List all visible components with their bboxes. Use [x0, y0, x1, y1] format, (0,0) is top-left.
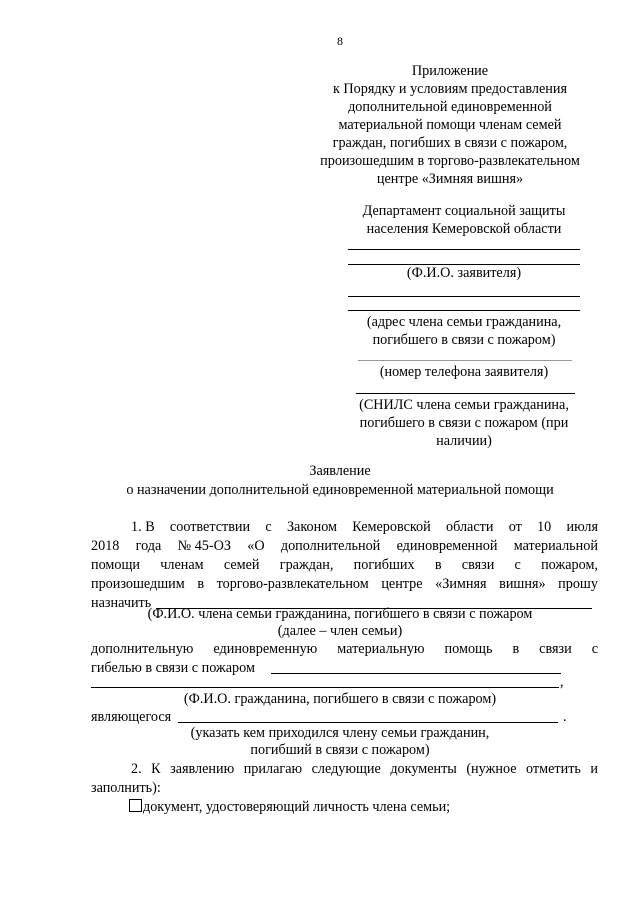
comma: , [560, 674, 564, 690]
phone-caption: (номер телефона заявителя) [379, 364, 549, 380]
snils-caption: погибшего в связи с пожаром (при [359, 415, 569, 431]
word: в [512, 641, 520, 657]
snils-caption: (СНИЛС члена семьи гражданина, [359, 397, 569, 413]
fio-caption: (Ф.И.О. заявителя) [406, 265, 522, 281]
word: Кемеровской [352, 519, 431, 535]
word: прилагаю [243, 761, 303, 777]
word: центре [381, 576, 423, 592]
fill-line [178, 722, 558, 723]
word: июля [566, 519, 598, 535]
checkbox[interactable] [129, 799, 142, 812]
fill-line [348, 249, 580, 250]
appendix-line: произошедшим в торгово-развлекательном [320, 153, 580, 169]
snils-caption: наличии) [436, 433, 492, 449]
document-option-label: документ, удостоверяющий личность члена семьи; [143, 799, 451, 815]
member-caption: (далее – член семьи) [277, 623, 403, 639]
address-caption: погибшего в связи с пожаром) [372, 332, 556, 348]
address-caption: (адрес члена семьи гражданина, [366, 314, 562, 330]
department-block [338, 202, 590, 238]
department-line: населения Кемеровской области [366, 221, 562, 237]
appendix-line: центре «Зимняя вишня» [376, 171, 524, 187]
word: 1. В [131, 519, 155, 535]
word: с [591, 641, 598, 657]
word: «Зимняя [435, 576, 487, 592]
word: отметить [526, 761, 581, 777]
word: прошу [558, 576, 598, 592]
title-line: о назначении дополнительной единовременной материальной помощи [126, 482, 554, 498]
word: материальной [513, 538, 598, 554]
word: с [514, 557, 521, 573]
word: единовременную [213, 641, 318, 657]
word: К [151, 761, 161, 777]
relation-caption: (указать кем приходился члену семьи гражданин, [190, 725, 490, 741]
fill-line [271, 673, 561, 674]
word: дополнительную [91, 641, 194, 657]
word: области [446, 519, 494, 535]
body-line [131, 518, 598, 537]
body-line: гибелью в связи с пожаром [91, 660, 255, 676]
word: граждан, [279, 557, 334, 573]
word: документы [390, 761, 457, 777]
word: погибших [353, 557, 415, 573]
word: № 45-ОЗ [177, 538, 231, 554]
word: 10 [537, 519, 552, 535]
fill-line [356, 393, 575, 394]
body-line [131, 760, 598, 779]
word: 2. [131, 761, 142, 777]
deceased-caption: (Ф.И.О. гражданина, погибшего в связи с пожаром) [183, 691, 497, 707]
body-line: заполнить): [91, 780, 161, 796]
appendix-line: дополнительной единовременной [348, 99, 552, 115]
word: торгово-развлекательном [216, 576, 369, 592]
fill-line [91, 687, 559, 688]
appendix-line: граждан, погибших в связи с пожаром, [332, 135, 568, 151]
word: дополнительной [280, 538, 381, 554]
word: произошедшим [91, 576, 185, 592]
body-line [91, 575, 598, 594]
word: вишня» [499, 576, 546, 592]
word: заявлению [170, 761, 235, 777]
word: пожаром, [541, 557, 598, 573]
fill-line [348, 310, 580, 311]
fill-line [358, 360, 572, 361]
word: соответствии [169, 519, 251, 535]
word: с [265, 519, 272, 535]
word: от [508, 519, 522, 535]
word: связи [461, 557, 495, 573]
word: связи [539, 641, 572, 657]
word: помощь [444, 641, 493, 657]
word: следующие [311, 761, 381, 777]
document-option[interactable] [129, 798, 450, 817]
period: . [563, 709, 567, 725]
relation-caption: погибший в связи с пожаром) [250, 742, 430, 758]
word: и [590, 761, 598, 777]
body-line [91, 537, 598, 556]
body-line [91, 640, 598, 659]
word: «О [247, 538, 265, 554]
page-number: 8 [337, 34, 343, 48]
word: семей [223, 557, 260, 573]
body-line: являющегося [91, 709, 172, 725]
body-line [91, 556, 598, 575]
appendix-line: к Порядку и условиям предоставления [332, 81, 568, 97]
word: единовременной [396, 538, 498, 554]
appendix-block [318, 62, 582, 188]
word: членам [160, 557, 204, 573]
body-line: назначить [91, 595, 152, 611]
title-line: Заявление [309, 463, 371, 479]
word: (нужное [466, 761, 517, 777]
appendix-line: Приложение [411, 63, 489, 79]
member-caption: (Ф.И.О. члена семьи гражданина, погибшего в связи с пожаром [147, 606, 533, 622]
department-line: Департамент социальной защиты [362, 203, 566, 219]
word: Законом [286, 519, 338, 535]
fill-line [348, 296, 580, 297]
word: материальную [337, 641, 425, 657]
word: помощи [91, 557, 141, 573]
appendix-line: материальной помощи членам семей [338, 117, 562, 133]
word: в [197, 576, 205, 592]
word: 2018 [91, 538, 120, 554]
word: года [135, 538, 162, 554]
document-title [0, 462, 640, 500]
word: в [434, 557, 442, 573]
